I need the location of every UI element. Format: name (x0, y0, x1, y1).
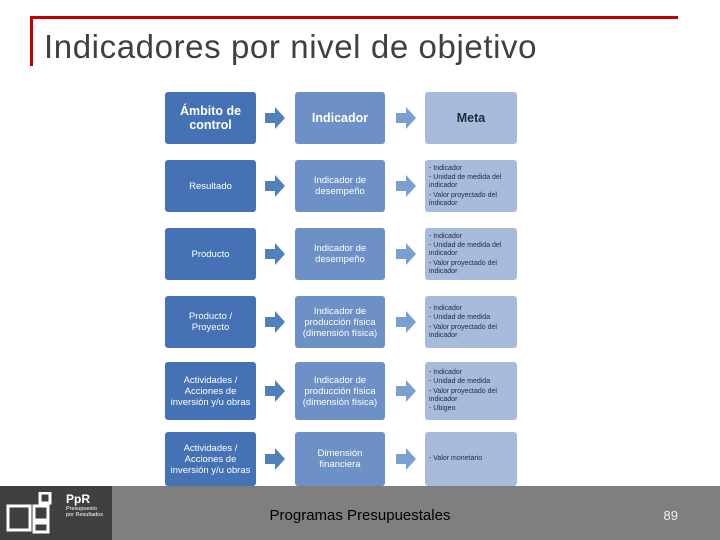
arrow-right-icon (396, 311, 416, 333)
meta-item: - Valor proyectado del indicador (429, 259, 497, 275)
meta-item: - Indicador (429, 164, 463, 172)
indicador-cell: Dimensión financiera (295, 432, 385, 486)
meta-cell (425, 296, 517, 348)
ambito-cell: Actividades / Acciones de inversión y/u obras (165, 432, 256, 486)
arrow-right-icon (265, 311, 285, 333)
meta-item: - Valor monetario (429, 455, 483, 462)
ambito-cell: Producto / Proyecto (165, 296, 256, 348)
meta-item: - Valor proyectado del indicador (429, 323, 497, 339)
meta-item: - Indicador (429, 232, 463, 240)
meta-item: - Valor proyectado del indicador (429, 191, 497, 207)
header-meta: Meta (425, 92, 517, 144)
logo-sub-text: por Resultados (66, 512, 103, 518)
arrow-right-icon (265, 243, 285, 265)
ambito-cell: Actividades / Acciones de inversión y/u obras (165, 362, 256, 420)
arrow-right-icon (265, 380, 285, 402)
indicador-cell: Indicador de producción física (dimensión física) (295, 362, 385, 420)
logo-main-text: PpR (66, 492, 90, 506)
meta-cell (425, 362, 517, 420)
header-ambito: Ámbito de control (165, 92, 256, 144)
meta-item: - Unidad de medida (429, 314, 491, 321)
header-indicador: Indicador (295, 92, 385, 144)
page-number: 89 (663, 508, 678, 523)
arrow-right-icon (396, 380, 416, 402)
meta-cell (425, 228, 517, 280)
indicador-cell: Indicador de desempeño (295, 228, 385, 280)
arrow-right-icon (396, 107, 416, 129)
meta-cell (425, 432, 517, 486)
indicador-cell: Indicador de producción física (dimensión física) (295, 296, 385, 348)
ambito-cell: Resultado (165, 160, 256, 212)
meta-item: - Unidad de medida del indicador (429, 174, 502, 189)
indicador-cell: Indicador de desempeño (295, 160, 385, 212)
arrow-right-icon (265, 175, 285, 197)
meta-item: - Indicador (429, 304, 463, 312)
arrow-right-icon (396, 448, 416, 470)
arrow-right-icon (396, 175, 416, 197)
meta-item: - Unidad de medida del indicador (429, 242, 502, 257)
arrow-right-icon (265, 107, 285, 129)
footer-title: Programas Presupuestales (269, 507, 451, 524)
meta-item: - Indicador (429, 368, 463, 376)
ambito-cell: Producto (165, 228, 256, 280)
meta-cell (425, 160, 517, 212)
meta-item: - Unidad de medida (429, 378, 491, 386)
arrow-right-icon (396, 243, 416, 265)
arrow-right-icon (265, 448, 285, 470)
logo-sub-text: Presupuesto (66, 506, 97, 512)
page-title: Indicadores por nivel de objetivo (44, 28, 538, 65)
meta-item: - Ubigeo (429, 405, 456, 413)
meta-item: - Valor proyectado del indicador (429, 387, 497, 403)
